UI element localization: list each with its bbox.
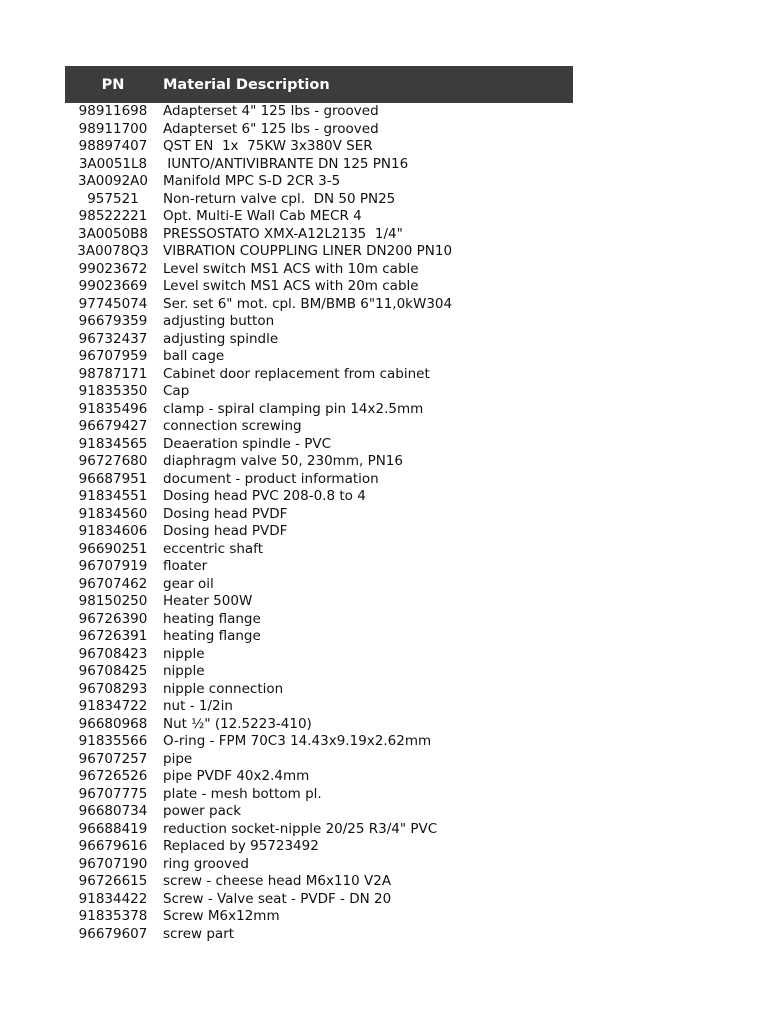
material-description-cell: Opt. Multi-E Wall Cab MECR 4 (163, 208, 362, 224)
material-description-cell: Dosing head PVDF (163, 523, 288, 539)
part-number-cell: 91834606 (78, 523, 148, 539)
table-row (65, 436, 573, 454)
part-number-cell: 98911698 (78, 103, 148, 119)
part-number-cell: 99023672 (78, 260, 148, 277)
part-number-cell: 96727680 (78, 453, 148, 469)
material-description-cell: Ser. set 6" mot. cpl. BM/BMB 6"11,0kW304 (163, 295, 453, 312)
material-description-cell: VIBRATION COUPPLING LINER DN200 PN10 (163, 243, 453, 259)
material-description-cell: nipple connection (163, 680, 284, 697)
part-number-cell: 96707257 (78, 750, 148, 767)
material-description-cell: Level switch MS1 ACS with 20m cable (163, 278, 419, 294)
table-row (65, 663, 573, 681)
part-number-cell: 96726390 (78, 610, 148, 627)
part-number-cell: 98787171 (78, 365, 148, 382)
table-row (65, 803, 573, 821)
table-row (65, 593, 573, 611)
material-description-cell: pipe (163, 750, 193, 767)
table-body (65, 103, 573, 943)
part-number-cell: 97745074 (78, 295, 148, 312)
material-description-cell: nipple (163, 663, 205, 679)
part-number-cell: 96679359 (78, 313, 148, 329)
table-row (65, 908, 573, 926)
material-description-cell: Cap (163, 383, 190, 399)
part-number-cell: 96679616 (78, 838, 148, 854)
part-number-cell: 96679427 (78, 418, 148, 434)
part-number-cell: 96726526 (78, 768, 148, 784)
material-description-cell: reduction socket-nipple 20/25 R3/4" PVC (163, 820, 438, 837)
material-description-cell: adjusting spindle (163, 330, 279, 347)
part-number-cell: 96707190 (78, 855, 148, 872)
part-number-cell: 96688419 (78, 820, 148, 837)
table-row (65, 768, 573, 786)
table-row (65, 401, 573, 419)
part-number-cell: 91835496 (78, 400, 148, 417)
parts-table (65, 66, 573, 943)
table-row (65, 226, 573, 244)
part-number-cell: 96708293 (78, 680, 148, 697)
part-number-cell: 96732437 (78, 330, 148, 347)
material-description-cell: Dosing head PVC 208-0.8 to 4 (163, 488, 366, 504)
table-row (65, 331, 573, 349)
table-row (65, 261, 573, 279)
table-row (65, 488, 573, 506)
material-description-cell: floater (163, 558, 208, 574)
material-description-cell: heating flange (163, 628, 261, 644)
part-number-cell: 957521 (87, 190, 139, 207)
material-description-cell: connection screwing (163, 418, 302, 434)
material-description-cell: Heater 500W (163, 593, 253, 609)
table-row (65, 313, 573, 331)
table-row (65, 278, 573, 296)
table-row (65, 751, 573, 769)
table-row (65, 891, 573, 909)
table-row (65, 576, 573, 594)
table-row (65, 558, 573, 576)
material-description-cell: QST EN 1x 75KW 3x380V SER (163, 138, 373, 154)
part-number-cell: 3A0051L8 (78, 155, 148, 172)
part-number-cell: 96726391 (78, 628, 148, 644)
table-row (65, 121, 573, 139)
part-number-cell: 96680734 (78, 803, 148, 819)
column-header-pn: PN (101, 76, 125, 93)
part-number-cell: 3A0050B8 (77, 225, 149, 242)
part-number-cell: 96726615 (78, 873, 148, 889)
part-number-cell: 96707919 (78, 558, 148, 574)
part-number-cell: 91835350 (78, 383, 148, 399)
part-number-cell: 98150250 (78, 593, 148, 609)
table-row (65, 856, 573, 874)
material-description-cell: power pack (163, 803, 242, 819)
part-number-cell: 3A0092A0 (77, 173, 148, 189)
material-description-cell: nut - 1/2in (163, 698, 233, 714)
part-number-cell: 96690251 (78, 540, 148, 557)
table-row (65, 208, 573, 226)
material-description-cell: O-ring - FPM 70C3 14.43x9.19x2.62mm (163, 733, 432, 749)
table-row (65, 138, 573, 156)
table-row (65, 243, 573, 261)
part-number-cell: 3A0078Q3 (77, 243, 149, 259)
table-row (65, 103, 573, 121)
part-number-cell: 91834565 (78, 435, 148, 452)
material-description-cell: Non-return valve cpl. DN 50 PN25 (163, 190, 396, 207)
table-row (65, 821, 573, 839)
material-description-cell: PRESSOSTATO XMX-A12L2135 1/4" (163, 225, 403, 242)
material-description-cell: nipple (163, 645, 205, 662)
table-row (65, 471, 573, 489)
table-row (65, 716, 573, 734)
material-description-cell: Screw - Valve seat - PVDF - DN 20 (163, 890, 392, 907)
table-row (65, 191, 573, 209)
material-description-cell: document - product information (163, 470, 379, 487)
material-description-cell: Manifold MPC S-D 2CR 3-5 (163, 173, 341, 189)
table-row (65, 786, 573, 804)
part-number-cell: 96707462 (78, 575, 148, 592)
material-description-cell: gear oil (163, 575, 214, 592)
table-row (65, 453, 573, 471)
table-row (65, 646, 573, 664)
part-number-cell: 91834551 (78, 488, 148, 504)
material-description-cell: heating flange (163, 610, 261, 627)
table-row (65, 698, 573, 716)
table-row (65, 628, 573, 646)
material-description-cell: pipe PVDF 40x2.4mm (163, 768, 310, 784)
material-description-cell: screw part (163, 925, 235, 942)
part-number-cell: 99023669 (78, 278, 148, 294)
table-row (65, 611, 573, 629)
table-row (65, 926, 573, 944)
material-description-cell: diaphragm valve 50, 230mm, PN16 (163, 453, 403, 469)
table-row (65, 873, 573, 891)
part-number-cell: 91834560 (78, 505, 148, 522)
column-header-description: Material Description (163, 76, 330, 93)
table-row (65, 348, 573, 366)
table-header (65, 66, 573, 103)
table-row (65, 733, 573, 751)
part-number-cell: 98897407 (78, 138, 148, 154)
table-row (65, 418, 573, 436)
material-description-cell: ring grooved (163, 855, 249, 872)
material-description-cell: ball cage (163, 348, 225, 364)
material-description-cell: Level switch MS1 ACS with 10m cable (163, 260, 419, 277)
part-number-cell: 96708423 (78, 645, 148, 662)
material-description-cell: Replaced by 95723492 (163, 838, 319, 854)
table-row (65, 173, 573, 191)
part-number-cell: 96679607 (78, 925, 148, 942)
part-number-cell: 91834722 (78, 698, 148, 714)
material-description-cell: Deaeration spindle - PVC (163, 435, 332, 452)
part-number-cell: 98522221 (78, 208, 148, 224)
part-number-cell: 96708425 (78, 663, 148, 679)
table-row (65, 506, 573, 524)
material-description-cell: screw - cheese head M6x110 V2A (163, 873, 392, 889)
material-description-cell: Screw M6x12mm (163, 908, 280, 924)
table-row (65, 156, 573, 174)
material-description-cell: Dosing head PVDF (163, 505, 288, 522)
material-description-cell: Cabinet door replacement from cabinet (163, 365, 430, 382)
material-description-cell: Nut ½" (12.5223-410) (163, 715, 312, 732)
part-number-cell: 91834422 (78, 890, 148, 907)
material-description-cell: IUNTO/ANTIVIBRANTE DN 125 PN16 (163, 155, 409, 172)
material-description-cell: adjusting button (163, 313, 275, 329)
material-description-cell: Adapterset 4" 125 lbs - grooved (163, 103, 379, 119)
part-number-cell: 91835378 (78, 908, 148, 924)
material-description-cell: clamp - spiral clamping pin 14x2.5mm (163, 400, 424, 417)
material-description-cell: eccentric shaft (163, 540, 263, 557)
part-number-cell: 96680968 (78, 715, 148, 732)
part-number-cell: 91835566 (78, 733, 148, 749)
table-row (65, 541, 573, 559)
table-row (65, 681, 573, 699)
table-row (65, 838, 573, 856)
part-number-cell: 98911700 (78, 120, 148, 137)
part-number-cell: 96687951 (78, 470, 148, 487)
table-row (65, 383, 573, 401)
part-number-cell: 96707959 (78, 348, 148, 364)
table-row (65, 296, 573, 314)
material-description-cell: plate - mesh bottom pl. (163, 785, 322, 802)
table-row (65, 523, 573, 541)
part-number-cell: 96707775 (78, 785, 148, 802)
table-row (65, 366, 573, 384)
material-description-cell: Adapterset 6" 125 lbs - grooved (163, 120, 379, 137)
